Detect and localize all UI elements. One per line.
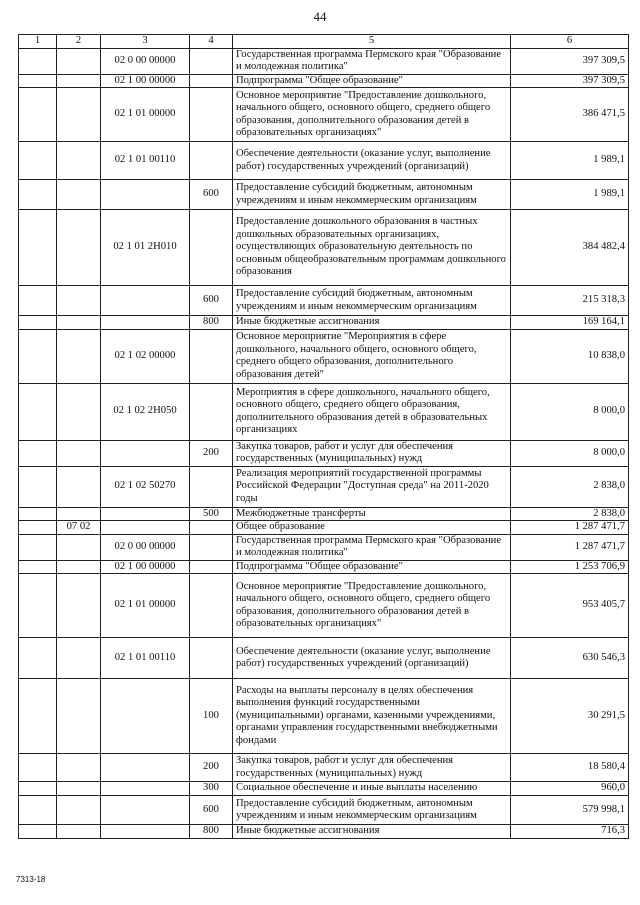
document-code: 7313-18: [16, 875, 46, 884]
expense-type-cell: 600: [190, 180, 233, 210]
subsection-cell: [57, 210, 101, 286]
expense-type-cell: 600: [190, 286, 233, 316]
target-article-cell: 02 1 00 00000: [101, 560, 190, 574]
table-row: [19, 316, 629, 330]
expense-type-cell: [190, 142, 233, 180]
subsection-cell: [57, 560, 101, 574]
name-cell: Мероприятия в сфере дошкольного, начального общего, основного общего, среднего общего образования, дополнительного образования детей в образовательных организациях: [233, 383, 511, 440]
expense-type-cell: 800: [190, 316, 233, 330]
target-article-cell: [101, 521, 190, 535]
target-article-cell: [101, 782, 190, 796]
section-cell: [19, 796, 57, 825]
name-cell: Предоставление субсидий бюджетным, автономным учреждениям и иным некоммерческим организациям: [233, 286, 511, 316]
subsection-cell: [57, 329, 101, 383]
column-number-row: [19, 35, 629, 49]
amount-cell: 960,0: [511, 782, 629, 796]
section-cell: [19, 560, 57, 574]
section-cell: [19, 440, 57, 466]
table-row: [19, 796, 629, 825]
subsection-cell: [57, 286, 101, 316]
subsection-cell: [57, 48, 101, 74]
expense-type-cell: [190, 210, 233, 286]
name-cell: Реализация мероприятий государственной программы Российской Федерации "Доступная среда" на 2011-2020 годы: [233, 466, 511, 507]
name-cell: Расходы на выплаты персоналу в целях обеспечения выполнения функций государственными (муниципальными) органами, казенными учреждениями, органами управления государственными внебюджетными фондами: [233, 679, 511, 754]
amount-cell: 1 989,1: [511, 180, 629, 210]
table-row: [19, 521, 629, 535]
subsection-cell: [57, 507, 101, 521]
target-article-cell: 02 1 01 00110: [101, 638, 190, 679]
section-cell: [19, 180, 57, 210]
table-row: [19, 286, 629, 316]
table-row: [19, 560, 629, 574]
subsection-cell: [57, 796, 101, 825]
table-row: [19, 782, 629, 796]
name-cell: Закупка товаров, работ и услуг для обеспечения государственных (муниципальных) нужд: [233, 754, 511, 782]
amount-cell: 169 164,1: [511, 316, 629, 330]
subsection-cell: [57, 534, 101, 560]
section-cell: [19, 74, 57, 88]
subsection-cell: [57, 754, 101, 782]
name-cell: Предоставление дошкольного образования в частных дошкольных образовательных организациях, осуществляющих образовательную деятельность по основным общеобразовательным программам дошкольного образования: [233, 210, 511, 286]
budget-table-body: [19, 35, 629, 839]
subsection-cell: 07 02: [57, 521, 101, 535]
table-row: [19, 534, 629, 560]
section-cell: [19, 534, 57, 560]
name-cell: Социальное обеспечение и иные выплаты населению: [233, 782, 511, 796]
table-row: [19, 574, 629, 638]
target-article-cell: 02 1 01 00000: [101, 88, 190, 142]
section-cell: [19, 754, 57, 782]
name-cell: Иные бюджетные ассигнования: [233, 825, 511, 839]
section-cell: [19, 507, 57, 521]
subsection-cell: [57, 88, 101, 142]
table-row: [19, 440, 629, 466]
expense-type-cell: [190, 560, 233, 574]
name-cell: Закупка товаров, работ и услуг для обеспечения государственных (муниципальных) нужд: [233, 440, 511, 466]
expense-type-cell: [190, 48, 233, 74]
amount-cell: 10 838,0: [511, 329, 629, 383]
amount-cell: 384 482,4: [511, 210, 629, 286]
amount-cell: 1 287 471,7: [511, 534, 629, 560]
target-article-cell: [101, 754, 190, 782]
name-cell: Государственная программа Пермского края "Образование и молодежная политика": [233, 534, 511, 560]
subsection-cell: [57, 825, 101, 839]
name-cell: Государственная программа Пермского края "Образование и молодежная политика": [233, 48, 511, 74]
amount-cell: 716,3: [511, 825, 629, 839]
expense-type-cell: 300: [190, 782, 233, 796]
table-row: [19, 383, 629, 440]
amount-cell: 1 287 471,7: [511, 521, 629, 535]
section-cell: [19, 48, 57, 74]
target-article-cell: 02 1 02 2Н050: [101, 383, 190, 440]
name-cell: Обеспечение деятельности (оказание услуг, выполнение работ) государственных учреждений (организаций): [233, 142, 511, 180]
amount-cell: 397 309,5: [511, 74, 629, 88]
table-row: [19, 507, 629, 521]
name-cell: Основное мероприятие "Предоставление дошкольного, начального общего, основного общего, среднего общего образования, дополнительного образования детей в образовательных организациях": [233, 574, 511, 638]
expense-type-cell: [190, 88, 233, 142]
section-cell: [19, 383, 57, 440]
name-cell: Основное мероприятие "Предоставление дошкольного, начального общего, основного общего, среднего общего образования, дополнительного образования детей в образовательных организациях": [233, 88, 511, 142]
expense-type-cell: [190, 383, 233, 440]
amount-cell: 215 318,3: [511, 286, 629, 316]
section-cell: [19, 210, 57, 286]
amount-cell: 1 989,1: [511, 142, 629, 180]
column-number-2: 2: [57, 35, 101, 49]
section-cell: [19, 286, 57, 316]
subsection-cell: [57, 574, 101, 638]
target-article-cell: 02 1 01 00110: [101, 142, 190, 180]
table-row: [19, 679, 629, 754]
section-cell: [19, 638, 57, 679]
target-article-cell: 02 1 00 00000: [101, 74, 190, 88]
table-row: [19, 180, 629, 210]
section-cell: [19, 782, 57, 796]
name-cell: Основное мероприятие "Мероприятия в сфере дошкольного, начального общего, основного общего, среднего общего образования, дополнительного образования детей": [233, 329, 511, 383]
section-cell: [19, 329, 57, 383]
column-number-3: 3: [101, 35, 190, 49]
section-cell: [19, 825, 57, 839]
table-row: [19, 825, 629, 839]
target-article-cell: 02 0 00 00000: [101, 534, 190, 560]
section-cell: [19, 679, 57, 754]
section-cell: [19, 466, 57, 507]
name-cell: Иные бюджетные ассигнования: [233, 316, 511, 330]
target-article-cell: [101, 180, 190, 210]
section-cell: [19, 142, 57, 180]
name-cell: Подпрограмма "Общее образование": [233, 74, 511, 88]
expense-type-cell: 200: [190, 440, 233, 466]
target-article-cell: [101, 316, 190, 330]
expense-type-cell: 800: [190, 825, 233, 839]
section-cell: [19, 521, 57, 535]
name-cell: Предоставление субсидий бюджетным, автономным учреждениям и иным некоммерческим организациям: [233, 180, 511, 210]
target-article-cell: [101, 679, 190, 754]
subsection-cell: [57, 679, 101, 754]
target-article-cell: 02 1 02 50270: [101, 466, 190, 507]
subsection-cell: [57, 466, 101, 507]
table-row: [19, 329, 629, 383]
table-row: [19, 466, 629, 507]
amount-cell: 386 471,5: [511, 88, 629, 142]
amount-cell: 953 405,7: [511, 574, 629, 638]
expense-type-cell: 200: [190, 754, 233, 782]
table-row: [19, 638, 629, 679]
column-number-1: 1: [19, 35, 57, 49]
expense-type-cell: 100: [190, 679, 233, 754]
amount-cell: 1 253 706,9: [511, 560, 629, 574]
target-article-cell: [101, 286, 190, 316]
name-cell: Общее образование: [233, 521, 511, 535]
name-cell: Межбюджетные трансферты: [233, 507, 511, 521]
expense-type-cell: [190, 638, 233, 679]
expense-type-cell: [190, 574, 233, 638]
expense-type-cell: [190, 521, 233, 535]
section-cell: [19, 574, 57, 638]
amount-cell: 8 000,0: [511, 383, 629, 440]
table-row: [19, 210, 629, 286]
expense-type-cell: 500: [190, 507, 233, 521]
amount-cell: 30 291,5: [511, 679, 629, 754]
amount-cell: 8 000,0: [511, 440, 629, 466]
table-row: [19, 754, 629, 782]
target-article-cell: [101, 440, 190, 466]
amount-cell: 2 838,0: [511, 466, 629, 507]
table-row: [19, 88, 629, 142]
budget-table: [18, 34, 629, 839]
target-article-cell: 02 0 00 00000: [101, 48, 190, 74]
expense-type-cell: 600: [190, 796, 233, 825]
subsection-cell: [57, 440, 101, 466]
column-number-4: 4: [190, 35, 233, 49]
subsection-cell: [57, 142, 101, 180]
name-cell: Предоставление субсидий бюджетным, автономным учреждениям и иным некоммерческим организациям: [233, 796, 511, 825]
target-article-cell: 02 1 02 00000: [101, 329, 190, 383]
subsection-cell: [57, 180, 101, 210]
expense-type-cell: [190, 534, 233, 560]
amount-cell: 2 838,0: [511, 507, 629, 521]
subsection-cell: [57, 782, 101, 796]
table-row: [19, 142, 629, 180]
section-cell: [19, 88, 57, 142]
section-cell: [19, 316, 57, 330]
target-article-cell: [101, 796, 190, 825]
amount-cell: 18 580,4: [511, 754, 629, 782]
page-number: 44: [313, 9, 327, 24]
table-row: [19, 48, 629, 74]
column-number-6: 6: [511, 35, 629, 49]
target-article-cell: [101, 825, 190, 839]
subsection-cell: [57, 638, 101, 679]
name-cell: Подпрограмма "Общее образование": [233, 560, 511, 574]
table-row: [19, 74, 629, 88]
target-article-cell: [101, 507, 190, 521]
target-article-cell: 02 1 01 2Н010: [101, 210, 190, 286]
expense-type-cell: [190, 74, 233, 88]
target-article-cell: 02 1 01 00000: [101, 574, 190, 638]
subsection-cell: [57, 74, 101, 88]
amount-cell: 579 998,1: [511, 796, 629, 825]
expense-type-cell: [190, 329, 233, 383]
expense-type-cell: [190, 466, 233, 507]
subsection-cell: [57, 316, 101, 330]
name-cell: Обеспечение деятельности (оказание услуг, выполнение работ) государственных учреждений (организаций): [233, 638, 511, 679]
column-number-5: 5: [233, 35, 511, 49]
amount-cell: 397 309,5: [511, 48, 629, 74]
amount-cell: 630 546,3: [511, 638, 629, 679]
subsection-cell: [57, 383, 101, 440]
